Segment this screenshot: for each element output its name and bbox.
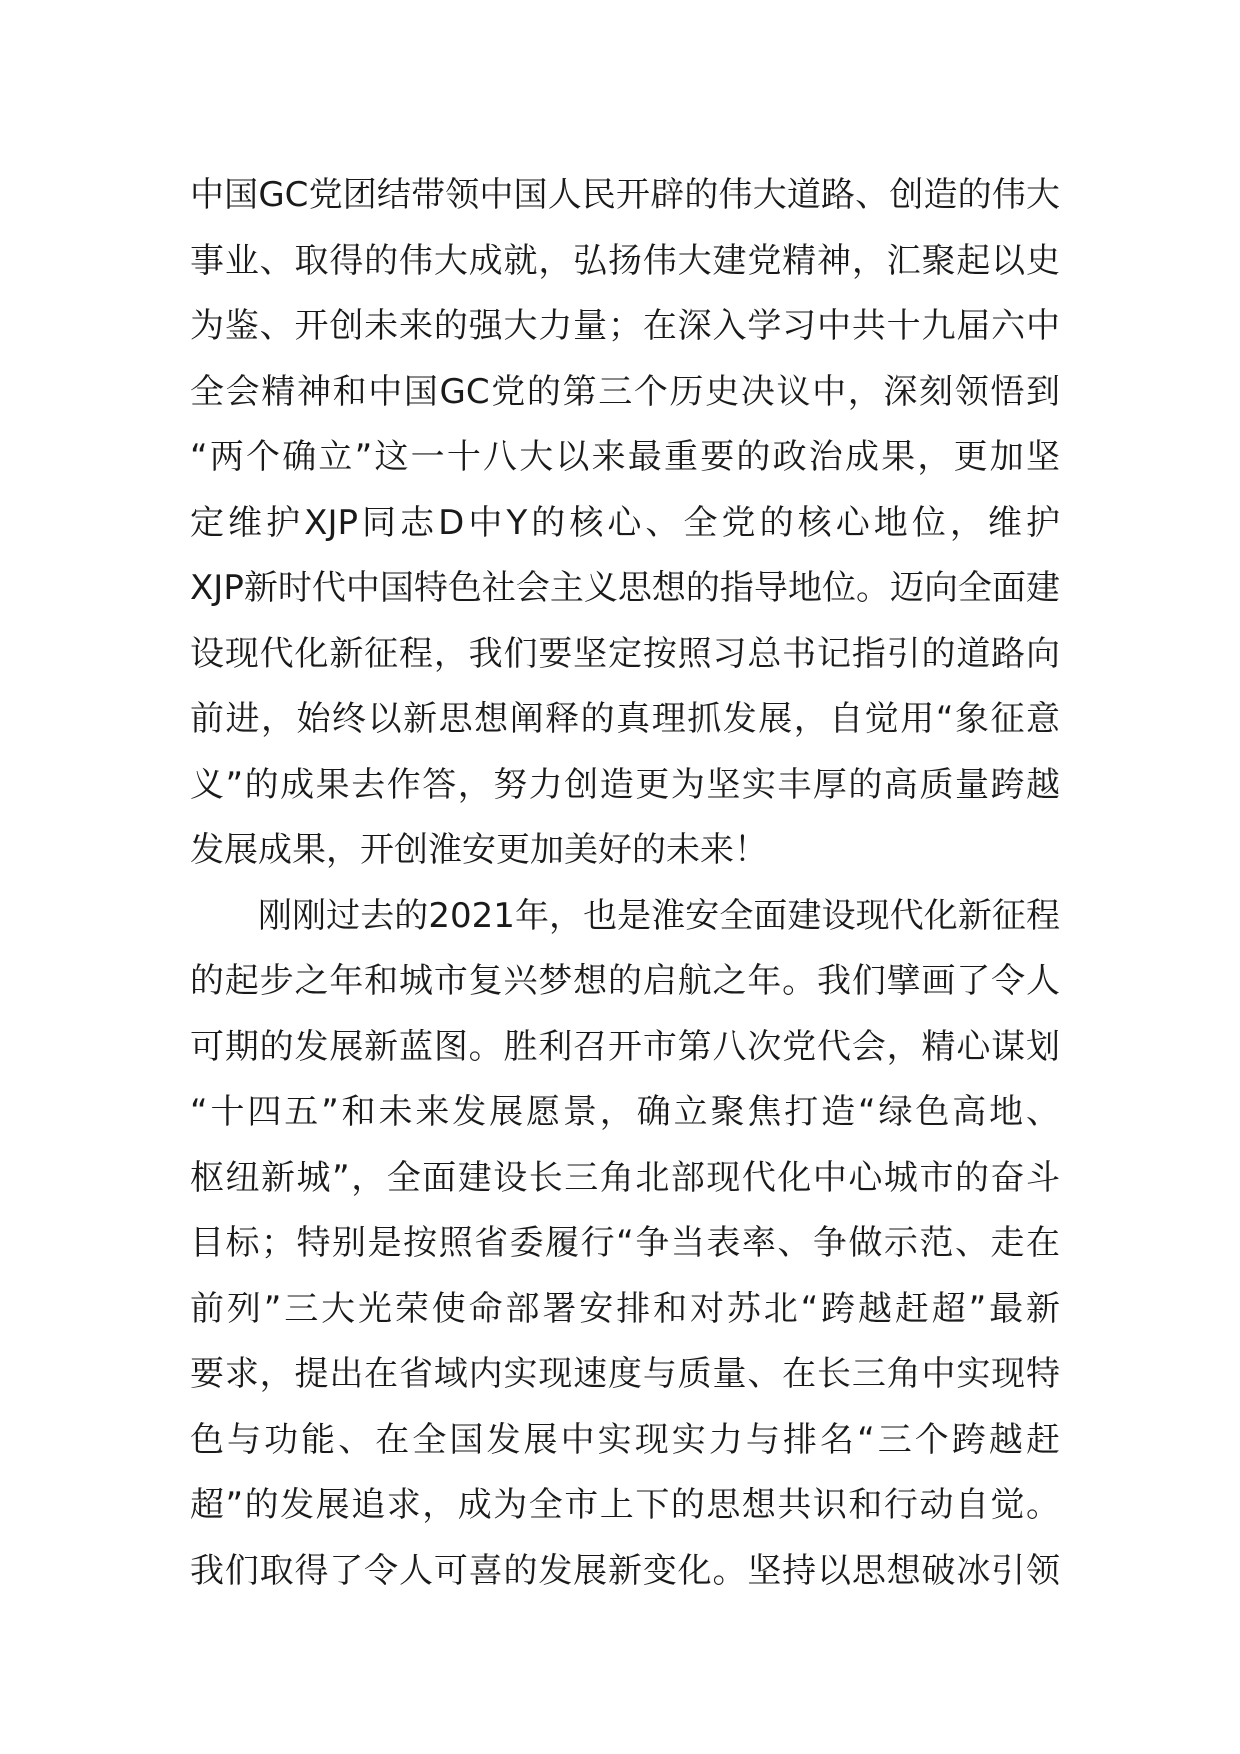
text-line: 为鉴、开创未来的强大力量；在深入学习中共十九届六中 (190, 306, 1060, 346)
body-text (190, 163, 1060, 1604)
text-line: 前进，始终以新思想阐释的真理抓发展，自觉用“象征意 (190, 699, 1060, 739)
text-line: 定维护XJP同志D中Y的核心、全党的核心地位，维护 (190, 502, 1060, 543)
text-line: 超”的发展追求，成为全市上下的思想共识和行动自觉。 (190, 1485, 1060, 1525)
text-line: 义”的成果去作答，努力创造更为坚实丰厚的高质量跨越 (190, 764, 1060, 805)
text-line: “十四五”和未来发展愿景，确立聚焦打造“绿色高地、 (190, 1092, 1060, 1132)
text-line: “两个确立”这一十八大以来最重要的政治成果，更加坚 (190, 437, 1060, 477)
text-line: 目标；特别是按照省委履行“争当表率、争做示范、走在 (190, 1223, 1060, 1263)
text-line: 设现代化新征程，我们要坚定按照习总书记指引的道路向 (190, 633, 1060, 674)
text-line: XJP新时代中国特色社会主义思想的指导地位。迈向全面建 (190, 568, 1060, 608)
text-line: 要求，提出在省域内实现速度与质量、在长三角中实现特 (190, 1354, 1060, 1394)
text-line: 刚刚过去的2021年，也是淮安全面建设现代化新征程 (258, 895, 1060, 936)
text-line: 发展成果，开创淮安更加美好的未来！ (190, 830, 768, 870)
text-line: 枢纽新城”，全面建设长三角北部现代化中心城市的奋斗 (190, 1157, 1060, 1198)
paragraph-2 (190, 884, 1060, 1605)
text-line: 可期的发展新蓝图。胜利召开市第八次党代会，精心谋划 (190, 1026, 1060, 1067)
text-line: 全会精神和中国GC党的第三个历史决议中，深刻领悟到 (190, 371, 1060, 412)
text-line: 中国GC党团结带领中国人民开辟的伟大道路、创造的伟大 (190, 175, 1060, 215)
text-line: 的起步之年和城市复兴梦想的启航之年。我们擘画了令人 (190, 961, 1060, 1001)
text-line: 色与功能、在全国发展中实现实力与排名“三个跨越赶 (190, 1419, 1060, 1460)
text-line: 我们取得了令人可喜的发展新变化。坚持以思想破冰引领 (190, 1550, 1060, 1591)
paragraph-1 (190, 163, 1060, 884)
text-line: 前列”三大光荣使命部署安排和对苏北“跨越赶超”最新 (190, 1288, 1060, 1329)
text-line: 事业、取得的伟大成就，弘扬伟大建党精神，汇聚起以史 (190, 240, 1060, 281)
